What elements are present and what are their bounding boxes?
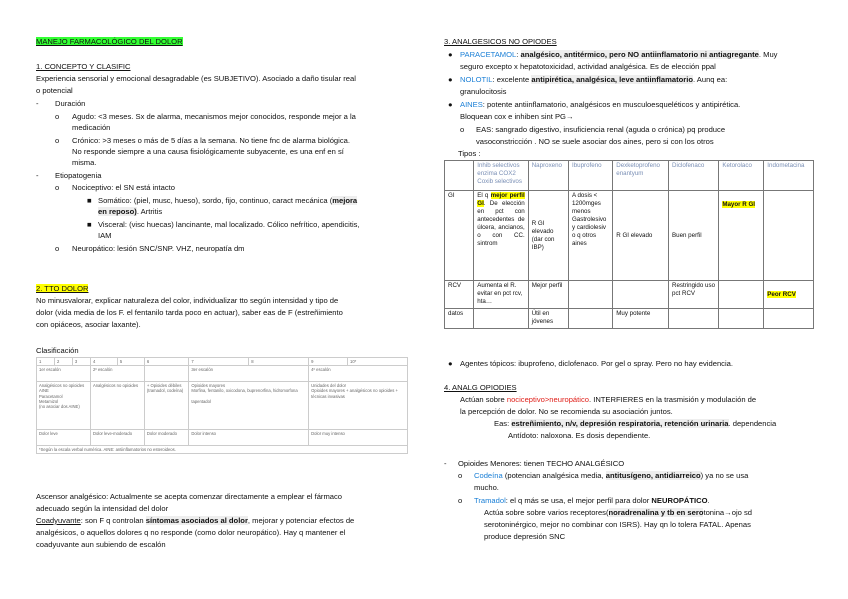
coadyuvante-line-3: coadyuvante aun subiendo de escalón (36, 540, 166, 549)
table-row-datos (445, 309, 814, 329)
opioides-eas-line: Eas: estreñimiento, n/v, depresión respiratoria, retención urinaria. dependencia (494, 419, 777, 428)
antidoto-line: Antídoto: naloxona. Es dosis dependiente. (508, 431, 651, 440)
tipos-label: Tipos : (458, 149, 481, 158)
visceral-line-2: IAM (98, 231, 112, 240)
table-cell: Peor RCV (764, 281, 814, 309)
table-cell: Restringido uso pct RCV (669, 281, 719, 309)
dot-bullet: ● (448, 100, 453, 109)
table-cell: Aumenta el R. evitar en pct rcv, hta… (474, 281, 528, 309)
step-cell: 1er escalón (37, 366, 91, 382)
table-cell: R GI elevado (613, 191, 669, 281)
table-cell (719, 309, 764, 329)
nolotil-line-1: NOLOTIL: excelente antipirética, analgésica, leve antiinflamatorio. Aunq ea: (460, 75, 728, 84)
table-header-row (445, 161, 814, 191)
section-1-line-1: Experiencia sensorial y emocional desagradable (es SUBJETIVO). Asociado a daño tisular real (36, 74, 356, 83)
dot-bullet: ● (448, 359, 453, 368)
codeina-line-2: mucho. (474, 483, 499, 492)
table-cell: Muy potente (613, 309, 669, 329)
table-cell (568, 309, 612, 329)
section-1-title: 1. CONCEPTO Y CLASIFIC (36, 62, 131, 71)
page-title: MANEJO FARMACOLÓGICO DEL DOLOR (36, 37, 183, 46)
table-cell (568, 281, 612, 309)
header-cell (445, 161, 474, 191)
section-2-line-3: con opiáceos, asociar laxante). (36, 320, 141, 329)
step-cell (144, 366, 188, 382)
section-3-title: 3. ANALGESICOS NO OPIODES (444, 37, 557, 46)
circle-bullet: o (458, 496, 463, 505)
row-label: datos (445, 309, 474, 329)
row-label: RCV (445, 281, 474, 309)
circle-bullet: o (55, 183, 60, 192)
step-cell: 3er escalón (189, 366, 309, 382)
table-cell (474, 309, 528, 329)
etiopatogenia-heading: Etiopatogenia (55, 171, 102, 180)
table-cell: Mayor R GI (719, 191, 764, 281)
level-cell: Dolor muy intenso (309, 430, 408, 446)
header-cell: Indometacina (764, 161, 814, 191)
aines-types-table (444, 160, 814, 329)
section-1-line-2: o potencial (36, 86, 73, 95)
agudo-line-2: medicación (72, 123, 111, 132)
dash-bullet: - (36, 99, 39, 108)
scale-cell: 4 (90, 358, 117, 366)
codeina-line-1: Codeína (potencian analgésica media, antitusígeno, antidiarreico) ya no se usa (474, 471, 749, 480)
topicos-line: Agentes tópicos: ibuprofeno, diclofenaco. Por gel o spray. Pero no hay evidencia. (460, 359, 733, 368)
scale-cell: 2 (54, 358, 72, 366)
coadyuvante-line-1: Coadyuvante: son F q controlan síntomas asociados al dolor, mejorar y potenciar efectos de (36, 516, 355, 525)
circle-bullet: o (55, 244, 60, 253)
drug-cell: + Opioides débiles (tramadol, codeína) (144, 382, 188, 430)
cronico-line-2: No responde siempre a una causa fisiológicamente subyacente, es una enf en sí (72, 147, 344, 156)
neuropatico-line: Neuropático: lesión SNC/SNP. VHZ, neuropatía dm (72, 244, 245, 253)
step-cell: 2º escalón (90, 366, 144, 382)
steps-row (37, 366, 408, 382)
level-cell: Dolor intenso (189, 430, 309, 446)
drug-cell: Analgésicos no opioides (90, 382, 144, 430)
drug-cell: Opioides mayores Morfina, fentanilo, oxicodona, buprenorfina, hidromorfona tapentadol (189, 382, 309, 430)
ascensor-line-1: Ascensor analgésico: Actualmente se acepta comenzar directamente a emplear el fármaco (36, 492, 343, 501)
analgesic-ladder-table (36, 357, 408, 454)
table-row-rcv (445, 281, 814, 309)
table-cell: Mejor perfil (528, 281, 568, 309)
header-cell: Naproxeno (528, 161, 568, 191)
header-cell: Inhib selectivos enzima COX2 Coxib selectivos (474, 161, 528, 191)
aines-line-2: Bloquean cox e inhiben sint PG→ (460, 112, 574, 121)
header-cell: Ibuprofeno (568, 161, 612, 191)
section-2-line-1: No minusvalorar, explicar naturaleza del color, individualizar tto según intensidad y tipo de (36, 296, 339, 305)
note-cell: *Según la escala verbal numérica. AINE: antiinflamatorios no esteroideos. (37, 446, 408, 454)
circle-bullet: o (458, 471, 463, 480)
opioides-line-1: Actúan sobre nociceptivo>neuropático. INTERFIERES en la trasmisión y modulación de (460, 395, 757, 404)
table-cell: El q mejor perfil GI. De elección en pct con antecedentes de úlcera, ancianos, o con CC. sintrom (474, 191, 528, 281)
table-cell: Buen perfil (669, 191, 719, 281)
row-label: GI (445, 191, 474, 281)
table-cell (764, 191, 814, 281)
square-bullet: ■ (87, 196, 92, 205)
scale-cell: 8 (249, 358, 309, 366)
scale-cell: 1 (37, 358, 55, 366)
table-cell: R GI elevado (dar con IBP) (528, 191, 568, 281)
tramadol-line-3: serotoninérgico, mejor no combinar con ISRS). Hay qn lo tolera FATAL. Apenas (484, 520, 751, 529)
section-2-title: 2. TTO DOLOR (36, 284, 89, 293)
tramadol-line-1: Tramadol: el q más se usa, el mejor perfil para dolor NEUROPÁTICO. (474, 496, 710, 505)
scale-cell: 10* (347, 358, 407, 366)
level-cell: Dolor leve-moderado (90, 430, 144, 446)
tramadol-line-2: Actúa sobre sobre varios receptores(noradrenalina y tb en serotonina→ojo sd (484, 508, 753, 517)
table-row-gi (445, 191, 814, 281)
square-bullet: ■ (87, 220, 92, 229)
dash-bullet: - (444, 459, 447, 468)
table-cell: A dosis < 1200mges menos Gastrolesivo y cardiolesiv o q otros aines (568, 191, 612, 281)
clasificacion-heading: Clasificación (36, 346, 79, 355)
note-row (37, 446, 408, 454)
duracion-heading: Duración (55, 99, 86, 108)
table-cell (613, 281, 669, 309)
nociceptivo-line: Nociceptivo: el SN está intacto (72, 183, 175, 192)
table-cell (669, 309, 719, 329)
cronico-line-3: misma. (72, 158, 97, 167)
agudo-line-1: Agudo: <3 meses. Sx de alarma, mecanismos mejor conocidos, responde mejor a la (72, 112, 356, 121)
level-cell: Dolor leve (37, 430, 91, 446)
scale-cell: 5 (117, 358, 144, 366)
scale-cell: 3 (72, 358, 90, 366)
dot-bullet: ● (448, 50, 453, 59)
coadyuvante-line-2: analgésicos, o aquellos dolores q no responde (como dolor neuropático). Hay q mantener el (36, 528, 346, 537)
drug-cell: Analgésicos no opioides AINE Paracetamol Metamizol (no asociar dos AINE) (37, 382, 91, 430)
circle-bullet: o (460, 125, 465, 134)
cronico-line-1: Crónico: >3 meses o más de 5 días a la semana. No tiene fnc de alarma biológica. (72, 136, 350, 145)
circle-bullet: o (55, 112, 60, 121)
opioides-line-2: la percepción de dolor. No se recomienda su asociación juntos. (460, 407, 673, 416)
scale-row (37, 358, 408, 366)
table-cell (764, 309, 814, 329)
dot-bullet: ● (448, 75, 453, 84)
visceral-line-1: Visceral: (visc huecas) lancinante, mal localizado. Cólico nefrítico, apendicitis, (98, 220, 360, 229)
somatico-line-2: en reposo). Artritis (98, 207, 163, 216)
section-4-title: 4. ANALG OPIODIES (444, 383, 517, 392)
paracetamol-line-1: PARACETAMOL: analgésico, antitérmico, pero NO antiinflamatorio ni antiagregante. Muy (460, 50, 778, 59)
scale-cell: 6 (144, 358, 188, 366)
somatico-line-1: Somático: (piel, musc, hueso), sordo, fijo, continuo, caract mecánica (mejora (98, 196, 358, 205)
circle-bullet: o (55, 136, 60, 145)
aines-line-1: AINES: potente antiinflamatorio, analgésicos en musculoesqueléticos y antipirética. (460, 100, 741, 109)
tramadol-line-4: produce depresión SNC (484, 532, 566, 541)
header-cell: Diclofenaco (669, 161, 719, 191)
scale-cell: 7 (189, 358, 249, 366)
step-cell: 4º escalón (309, 366, 408, 382)
ascensor-line-2: adecuado según la intensidad del dolor (36, 504, 169, 513)
level-cell: Dolor moderado (144, 430, 188, 446)
paracetamol-line-2: seguro excepto x hepatotoxicidad, actividad analgésica. Es de elección ppal (460, 62, 716, 71)
drug-cell: Unidades del dolor Opioides mayores + analgésicos no opioides + técnicas invasivas (309, 382, 408, 430)
levels-row (37, 430, 408, 446)
section-2-line-2: dolor (vida media de los F. el fentanilo tarda poco en actuar), saber eas de F (estreñimiento (36, 308, 343, 317)
opioides-menores-line: Opioides Menores: tienen TECHO ANALGÉSICO (458, 459, 625, 468)
header-cell: Dexketoprofeno enantyum (613, 161, 669, 191)
eas-line-2: vasoconstricción . NO se suele asociar dos aines, pero si con los otros (476, 137, 714, 146)
table-cell: Útil en jóvenes (528, 309, 568, 329)
drugs-row (37, 382, 408, 430)
nolotil-line-2: granulocitosis (460, 87, 507, 96)
table-cell (719, 281, 764, 309)
scale-cell: 9 (309, 358, 348, 366)
dash-bullet: - (36, 171, 39, 180)
eas-line-1: EAS: sangrado digestivo, insuficiencia renal (aguda o crónica) pq produce (476, 125, 726, 134)
header-cell: Ketorolaco (719, 161, 764, 191)
